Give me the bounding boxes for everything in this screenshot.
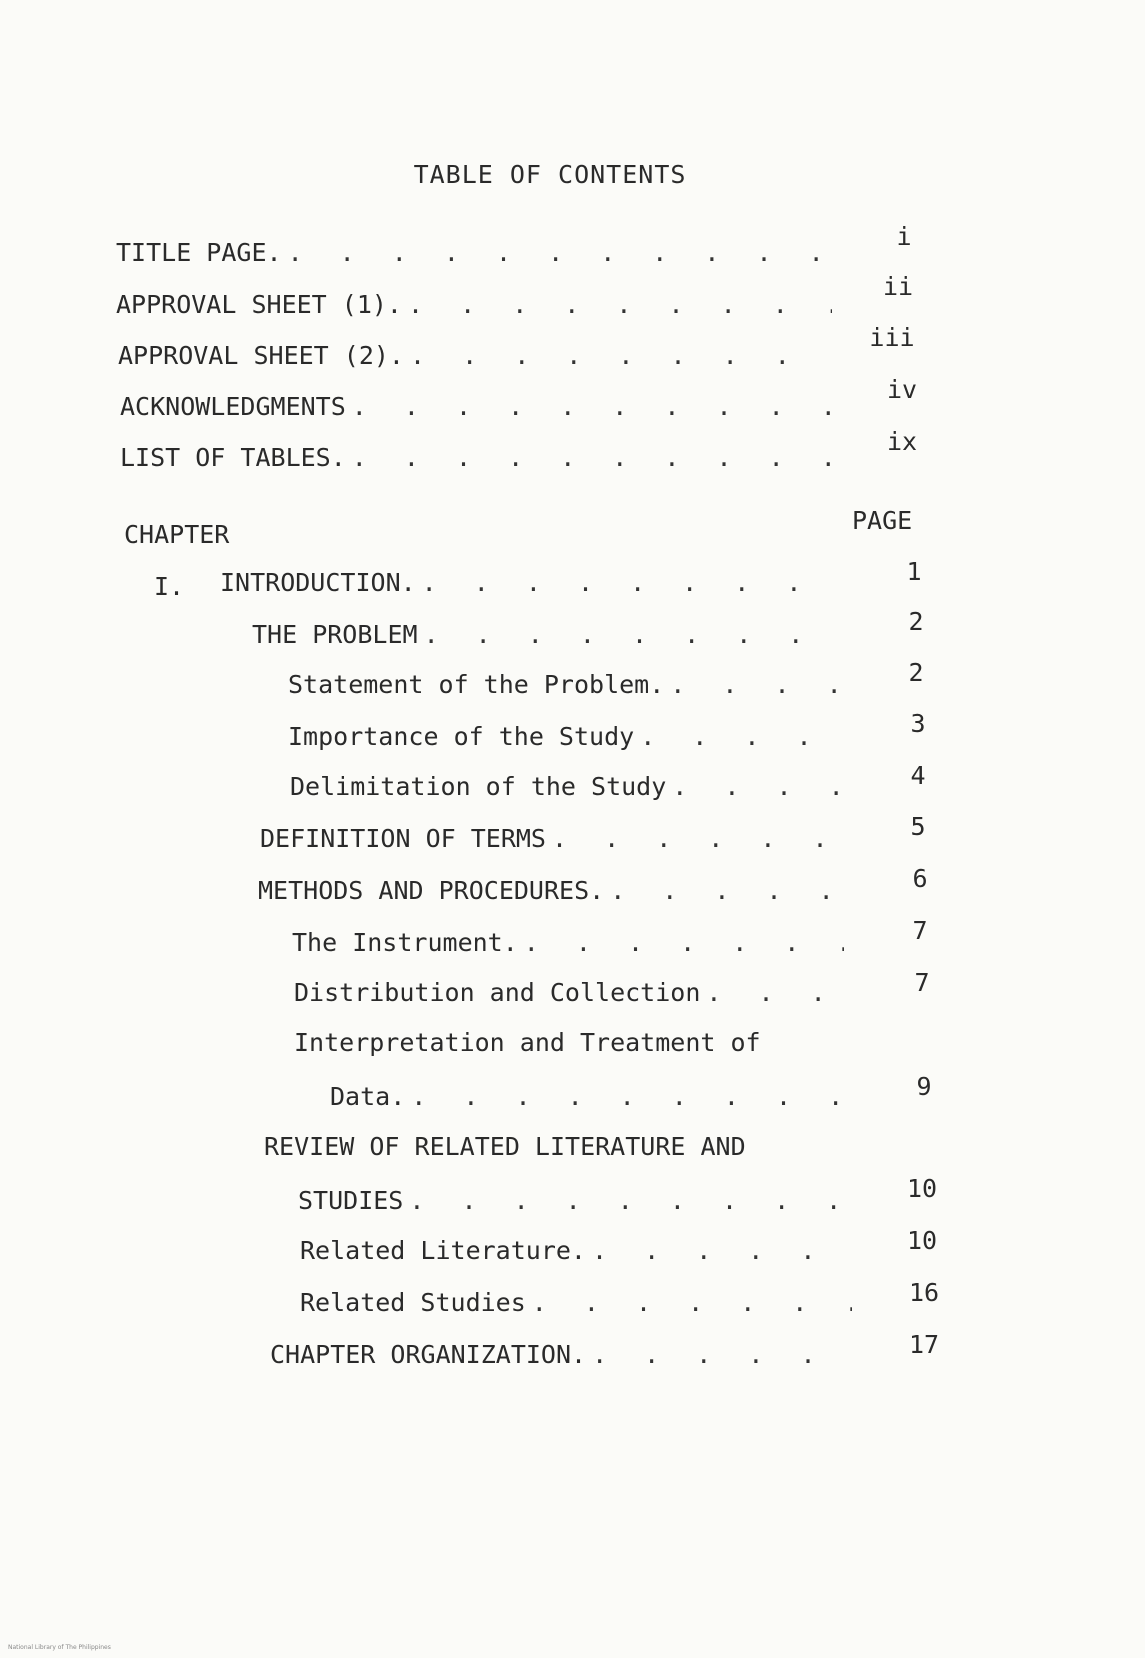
chapter-number: I. bbox=[154, 572, 185, 601]
dot-leader bbox=[409, 1184, 852, 1218]
dot-leader bbox=[552, 822, 842, 856]
toc-entry bbox=[294, 976, 846, 1010]
dot-leader bbox=[524, 926, 844, 960]
toc-entry-label: ACKNOWLEDGMENTS bbox=[120, 392, 346, 421]
dot-leader bbox=[411, 1080, 850, 1114]
toc-entry-page: iv bbox=[886, 375, 918, 404]
toc-entry bbox=[292, 926, 844, 960]
toc-entry-page: 17 bbox=[908, 1330, 940, 1359]
toc-entry-page: 6 bbox=[912, 864, 928, 893]
toc-entry-label: THE PROBLEM bbox=[252, 620, 418, 649]
toc-entry-label: Statement of the Problem. bbox=[288, 670, 665, 699]
page-title: TABLE OF CONTENTS bbox=[413, 160, 687, 189]
dot-leader bbox=[640, 720, 840, 754]
dot-leader bbox=[408, 288, 832, 322]
toc-entry bbox=[298, 1184, 852, 1218]
toc-entry bbox=[116, 288, 832, 322]
toc-entry-label: The Instrument. bbox=[292, 928, 518, 957]
toc-entry-label: REVIEW OF RELATED LITERATURE AND bbox=[264, 1132, 746, 1161]
toc-entry-label: CHAPTER ORGANIZATION. bbox=[270, 1340, 587, 1369]
toc-entry-label: DEFINITION OF TERMS bbox=[260, 824, 546, 853]
toc-entry-label: METHODS AND PROCEDURES. bbox=[258, 876, 605, 905]
dot-leader bbox=[672, 770, 842, 804]
dot-leader bbox=[422, 566, 836, 600]
toc-entry bbox=[120, 441, 834, 475]
dot-leader bbox=[706, 976, 846, 1010]
toc-entry-page: 16 bbox=[908, 1278, 940, 1307]
toc-entry-page: ii bbox=[882, 272, 914, 301]
toc-entry bbox=[120, 390, 832, 424]
toc-entry-page: 2 bbox=[908, 607, 924, 636]
page-heading: PAGE bbox=[852, 506, 913, 535]
toc-entry bbox=[290, 770, 842, 804]
toc-entry bbox=[220, 566, 836, 600]
dot-leader bbox=[352, 441, 834, 475]
dot-leader bbox=[532, 1286, 852, 1320]
toc-entry bbox=[330, 1080, 850, 1114]
dot-leader bbox=[288, 236, 832, 270]
toc-entry-page: ix bbox=[886, 427, 918, 456]
toc-entry-label: STUDIES bbox=[298, 1186, 404, 1215]
toc-entry-page: 10 bbox=[906, 1174, 938, 1203]
dot-leader bbox=[410, 339, 832, 373]
toc-entry-page: 1 bbox=[906, 557, 922, 586]
chapter-heading: CHAPTER bbox=[124, 520, 230, 549]
toc-entry-page: iii bbox=[869, 323, 915, 352]
dot-leader bbox=[610, 874, 844, 908]
toc-entry-page: 3 bbox=[910, 709, 926, 738]
dot-leader bbox=[592, 1338, 854, 1372]
toc-entry bbox=[258, 874, 844, 908]
toc-entry-label: LIST OF TABLES. bbox=[120, 443, 346, 472]
toc-entry bbox=[116, 236, 832, 270]
dot-leader bbox=[592, 1234, 852, 1268]
toc-entry-page: 5 bbox=[910, 812, 926, 841]
toc-entry-label: APPROVAL SHEET (1). bbox=[116, 290, 402, 319]
toc-entry-page: 7 bbox=[912, 916, 928, 945]
toc-entry-label: Distribution and Collection bbox=[294, 978, 701, 1007]
toc-entry-page: i bbox=[896, 222, 912, 251]
toc-entry bbox=[300, 1286, 852, 1320]
toc-entry-page: 10 bbox=[906, 1226, 938, 1255]
toc-entry-label: APPROVAL SHEET (2). bbox=[118, 341, 404, 370]
toc-entry bbox=[260, 822, 842, 856]
toc-entry bbox=[270, 1338, 854, 1372]
dot-leader bbox=[424, 618, 838, 652]
toc-entry bbox=[118, 339, 832, 373]
dot-leader bbox=[352, 390, 832, 424]
toc-entry-page: 2 bbox=[908, 658, 924, 687]
toc-entry-label: TITLE PAGE. bbox=[116, 238, 282, 267]
toc-entry-page: 9 bbox=[916, 1072, 932, 1101]
toc-entry-label: Data. bbox=[330, 1082, 406, 1111]
dot-leader bbox=[670, 668, 840, 702]
toc-entry bbox=[252, 618, 838, 652]
footer-watermark: National Library of The Philippines bbox=[8, 1644, 111, 1651]
toc-entry-label: Related Literature. bbox=[300, 1236, 586, 1265]
toc-entry-label: Interpretation and Treatment of bbox=[294, 1028, 761, 1057]
toc-entry bbox=[288, 668, 840, 702]
toc-entry-label: INTRODUCTION. bbox=[220, 568, 416, 597]
toc-entry-label: Related Studies bbox=[300, 1288, 526, 1317]
toc-entry-label: Delimitation of the Study bbox=[290, 772, 667, 801]
toc-entry bbox=[300, 1234, 852, 1268]
toc-entry bbox=[288, 720, 840, 754]
toc-entry-page: 4 bbox=[910, 761, 926, 790]
toc-entry-page: 7 bbox=[914, 968, 930, 997]
toc-entry-label: Importance of the Study bbox=[288, 722, 635, 751]
